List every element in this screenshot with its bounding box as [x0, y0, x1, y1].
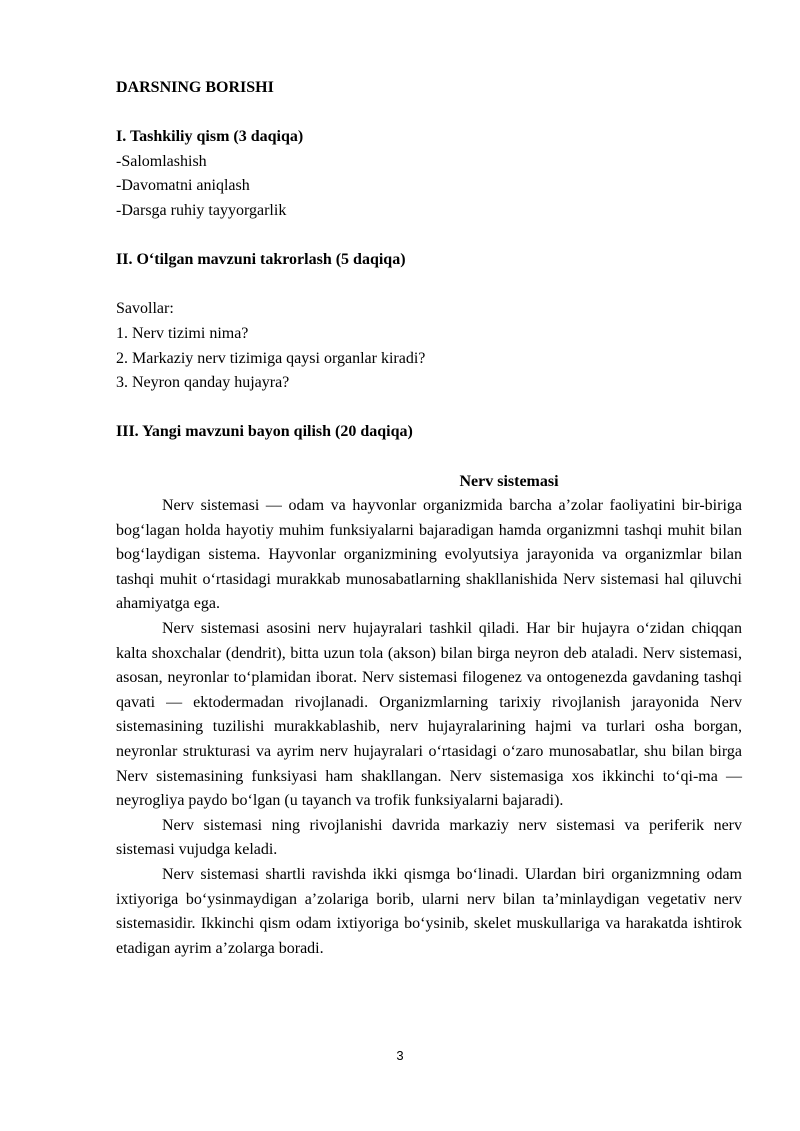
list-item: -Davomatni aniqlash: [116, 177, 250, 195]
page-number: 3: [396, 1048, 404, 1063]
section2-heading: II. O‘tilgan mavzuni takrorlash (5 daqiqa): [116, 251, 406, 269]
question-item: 3. Neyron qanday hujayra?: [116, 374, 290, 392]
spacer: [116, 445, 742, 470]
spacer: [116, 101, 742, 126]
question-item: 2. Markaziy nerv tizimiga qaysi organlar kiradi?: [116, 349, 426, 367]
list-item: -Salomlashish: [116, 152, 207, 170]
list-item: -Darsga ruhiy tayyorgarlik: [116, 201, 287, 219]
topic-title: Nerv sistemasi: [459, 472, 559, 490]
body-paragraph: Nerv sistemasi asosini nerv hujayralari tashkil qiladi. Har bir hujayra o‘zidan chiqqan kalta shoxchalar (dendrit), bitta uzun tola (akson) bilan birga neyron deb ataladi. Nerv sistemasi, asosan, neyronlar to‘plamidan iborat. Nerv sistemasi filogenez va ontogenezda gavdaning tashqi qavati — ektodermadan rivojlanadi. Organizmlarning tarixiy rivojlanish jarayonida Nerv sistemasining tuzilishi murakkablashib, nerv hujayralarining hajmi va turlari osha borgan, neyronlar strukturasi va ayrim nerv hujayralari o‘rtasidagi o‘zaro munosabatlar, shu bilan birga Nerv sistemasining funksiyasi ham shakllangan. Nerv sistemasiga xos ikkinchi to‘qi-ma — neyrogliya paydo bo‘lgan (u tayanch va trofik funksiyalarni bajaradi).: [116, 620, 742, 810]
body-paragraph: Nerv sistemasi ning rivojlanishi davrida markaziy nerv sistemasi va periferik nerv sistemasi vujudga keladi.: [116, 816, 742, 859]
questions-label: Savollar:: [116, 300, 174, 318]
document-page: [116, 76, 742, 961]
section1-heading: I. Tashkiliy qism (3 daqiqa): [116, 128, 304, 146]
question-item: 1. Nerv tizimi nima?: [116, 324, 249, 342]
spacer: [116, 396, 742, 421]
body-paragraph: Nerv sistemasi — odam va hayvonlar organizmida barcha a’zolar faoliyatini bir-biriga bog‘lagan holda hayotiy muhim funksiyalarni bajaradigan hamda organizmni tashqi muhit bilan bog‘laydigan sistema. Hayvonlar organizmining evolyutsiya jarayonida va organizmlar bilan tashqi muhit o‘rtasidagi murakkab munosabatlarning shakllanishida Nerv sistemasi hal qiluvchi ahamiyatga ega.: [116, 497, 742, 613]
body-paragraph: Nerv sistemasi shartli ravishda ikki qismga bo‘linadi. Ulardan biri organizmning odam ixtiyoriga bo‘ysinmaydigan a’zolariga borib, ularni nerv bilan ta’minlaydigan vegetativ nerv sistemasidir. Ikkinchi qism odam ixtiyoriga bo‘ysinib, skelet muskullariga va harakatda ishtirok etadigan ayrim a’zolarga boradi.: [116, 866, 742, 957]
spacer: [116, 273, 742, 298]
section3-heading: III. Yangi mavzuni bayon qilish (20 daqiqa): [116, 423, 413, 441]
page-title: DARSNING BORISHI: [116, 79, 274, 96]
spacer: [116, 224, 742, 249]
